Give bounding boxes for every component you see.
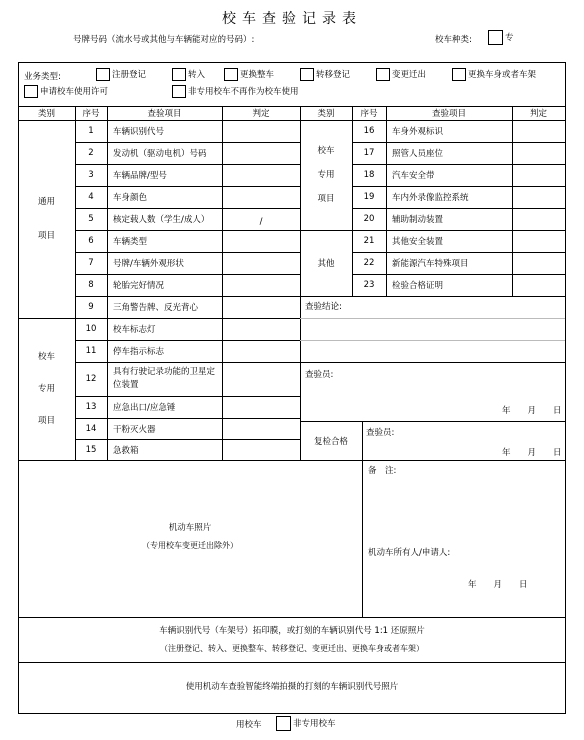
header-seq-right: 序号 (360, 109, 378, 119)
group-other: 其他 (317, 259, 335, 269)
item-no: 21 (363, 236, 375, 246)
item-judge[interactable] (222, 186, 300, 208)
item-judge[interactable] (222, 142, 300, 164)
item-judge[interactable] (222, 274, 300, 296)
item-judge[interactable] (512, 120, 565, 142)
checkbox[interactable] (376, 68, 390, 81)
item-name: 照管人员座位 (392, 149, 444, 159)
item-no: 10 (85, 324, 97, 334)
group-school-bus-items-left: 校车 专用 项目 (37, 352, 55, 426)
item-no: 19 (363, 192, 375, 202)
item-no: 7 (88, 258, 94, 268)
item-judge[interactable] (222, 340, 300, 362)
item-no: 4 (88, 192, 94, 202)
header-judge-left: 判定 (252, 109, 270, 119)
item-name: 发动机（驱动电机）号码 (113, 149, 207, 159)
business-opt-replace-vehicle[interactable]: 更换整车 (224, 68, 274, 81)
type-suffix: 专 (505, 33, 514, 43)
item-judge[interactable] (222, 296, 300, 318)
page-title: 校车查验记录表 (222, 11, 362, 27)
item-name: 应急出口/应急锤 (113, 403, 176, 413)
checkbox[interactable] (172, 68, 186, 81)
item-name: 干粉灭火器 (113, 424, 156, 435)
inspector-date: 年 月 日 (502, 406, 562, 416)
checkbox[interactable] (300, 68, 314, 81)
business-opt-transfer-in[interactable]: 转入 (172, 68, 205, 81)
item-no: 15 (85, 444, 97, 455)
item-judge[interactable] (222, 252, 300, 274)
header-judge-right: 判定 (529, 109, 547, 119)
item-no: 9 (88, 302, 94, 312)
owner-date: 年 月 日 (468, 580, 528, 590)
vin-rubbing-label: 车辆识别代号（车架号）拓印膜，或打刻的车辆识别代号 1:1 还原照片 (159, 626, 425, 636)
item-judge[interactable] (222, 362, 300, 396)
item-name: 轮胎完好情况 (113, 281, 165, 291)
owner-applicant-label: 机动车所有人/申请人: (368, 548, 451, 558)
item-name: 汽车安全带 (392, 171, 435, 181)
item-judge[interactable] (512, 274, 565, 296)
item-name: 校车标志灯 (113, 325, 156, 335)
header-seq-left: 序号 (82, 109, 100, 119)
item-name: 三角警告牌、反光背心 (113, 303, 199, 313)
item-no: 5 (88, 214, 94, 224)
item-no: 2 (88, 148, 94, 158)
item-judge[interactable] (222, 418, 300, 439)
school-bus-type-label: 校车种类: (435, 35, 472, 45)
item-name: 具有行驶记录功能的卫星定位装置 (113, 367, 216, 390)
checkbox[interactable] (452, 68, 466, 81)
group-general-items: 通用 项目 (37, 197, 55, 241)
business-opt-no-longer-school-bus[interactable]: 非专用校车不再作为校车使用 (172, 85, 299, 98)
header-item-right: 查验项目 (431, 109, 466, 119)
item-judge[interactable] (222, 318, 300, 340)
checkbox[interactable] (224, 68, 238, 81)
vehicle-photo-note: （专用校车变更迁出除外） (142, 540, 238, 550)
checkbox[interactable] (24, 85, 38, 98)
item-no: 16 (363, 126, 375, 136)
item-judge[interactable] (222, 439, 300, 460)
item-judge[interactable] (222, 230, 300, 252)
item-no: 18 (363, 170, 375, 180)
item-no: 23 (363, 280, 375, 290)
item-no: 20 (363, 214, 375, 224)
item-name: 新能源汽车特殊项目 (392, 259, 469, 269)
item-judge[interactable] (512, 164, 565, 186)
business-opt-transfer-register[interactable]: 转移登记 (300, 68, 350, 81)
item-no: 22 (363, 258, 375, 268)
inspector-label: 查验员: (305, 370, 334, 380)
item-name: 其他安全装置 (392, 237, 444, 247)
item-name: 核定载人数（学生/成人） (113, 215, 210, 225)
business-opt-change-out[interactable]: 变更迁出 (376, 68, 426, 81)
footer-checkbox[interactable] (276, 716, 291, 731)
item-name: 车内外录像监控系统 (392, 193, 469, 203)
business-opt-permit[interactable]: 申请校车使用许可 (24, 85, 108, 98)
item-judge[interactable] (512, 230, 565, 252)
checkbox[interactable] (172, 85, 186, 98)
item-name: 车身外观标识 (392, 127, 444, 137)
item-judge[interactable] (512, 142, 565, 164)
item-name: 车辆识别代号 (113, 127, 165, 137)
recheck-date: 年 月 日 (502, 448, 562, 458)
type-checkbox[interactable] (488, 30, 503, 45)
item-name: 号牌/车辆外观形状 (113, 259, 184, 269)
item-no: 1 (88, 126, 94, 136)
item-no: 14 (85, 423, 97, 434)
header-category-right: 类别 (317, 109, 335, 119)
remarks-label: 备 注: (368, 466, 397, 476)
recheck-inspector-label: 查验员: (366, 428, 395, 438)
business-opt-register[interactable]: 注册登记 (96, 68, 146, 81)
item-no: 6 (88, 236, 94, 246)
vin-rubbing-note: （注册登记、转入、更换整车、转移登记、变更迁出、更换车身或者车架） (160, 643, 424, 653)
item-name: 急救箱 (113, 445, 139, 456)
vehicle-photo-label: 机动车照片 (168, 523, 212, 533)
checkbox[interactable] (96, 68, 110, 81)
item-no: 13 (85, 402, 97, 412)
item-no: 8 (88, 280, 94, 290)
vin-terminal-photo-label: 使用机动车查验智能终端拍摄的打刻的车辆识别代号照片 (185, 682, 399, 692)
school-bus-type-field[interactable] (488, 30, 514, 45)
business-opt-replace-body[interactable]: 更换车身或者车架 (452, 68, 536, 81)
item-judge[interactable] (222, 396, 300, 418)
item-judge[interactable] (222, 120, 300, 142)
item-judge[interactable]: / (259, 217, 263, 227)
item-name: 车身颜色 (113, 193, 148, 203)
item-no: 12 (85, 374, 97, 384)
item-no: 11 (85, 346, 97, 356)
item-no: 3 (88, 170, 94, 180)
item-no: 17 (363, 148, 375, 158)
item-judge[interactable] (512, 252, 565, 274)
item-name: 车辆类型 (113, 237, 148, 247)
item-judge[interactable] (512, 208, 565, 230)
footer-option[interactable]: 非专用校车 (276, 716, 336, 731)
item-name: 停车指示标志 (113, 347, 165, 357)
plate-label: 号牌号码（流水号或其他与车辆能对应的号码）: (73, 35, 255, 45)
recheck-label: 复检合格 (313, 436, 348, 447)
footer-left-label: 用校车 (236, 720, 262, 730)
item-name: 检验合格证明 (392, 281, 444, 291)
item-name: 车辆品牌/型号 (113, 171, 167, 181)
item-judge[interactable] (222, 164, 300, 186)
group-school-bus-items-right: 校车 专用 项目 (317, 146, 335, 204)
item-judge[interactable] (512, 186, 565, 208)
header-item-left: 查验项目 (147, 109, 182, 119)
business-type-label: 业务类型: (24, 72, 61, 82)
conclusion-label: 查验结论: (305, 302, 342, 312)
header-category-left: 类别 (37, 109, 55, 119)
item-name: 辅助制动装置 (392, 215, 444, 225)
